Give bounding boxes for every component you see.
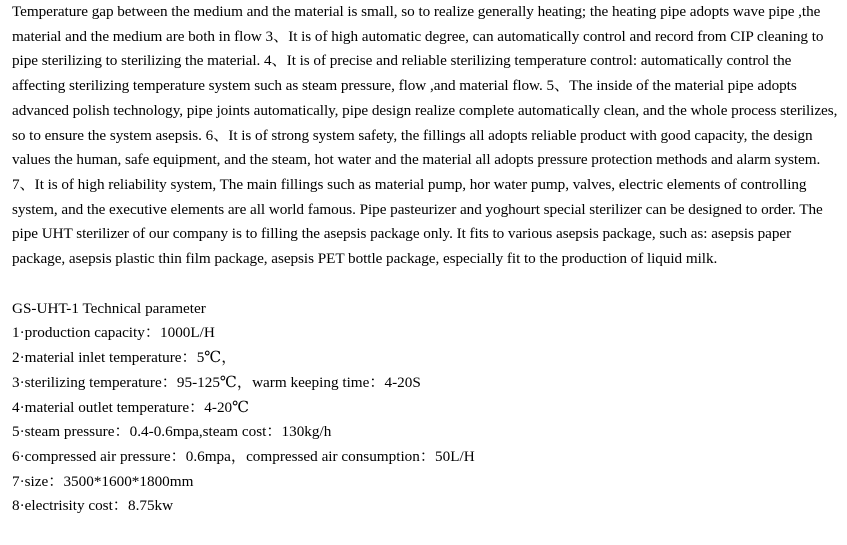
technical-parameters (12, 297, 844, 519)
param-size: 7·size：3500*1600*1800mm (12, 472, 194, 490)
param-electricity-cost: 8·electrisity cost：8.75kw (12, 497, 174, 515)
params-heading: GS-UHT-1 Technical parameter (12, 299, 206, 317)
document-page (12, 0, 844, 519)
param-compressed-air: 6·compressed air pressure：0.6mpa，compressed air consumption：50L/H (12, 447, 475, 465)
param-sterilizing-temperature: 3·sterilizing temperature：95-125℃，warm keeping time：4-20S (12, 373, 421, 391)
param-steam-pressure: 5·steam pressure：0.4-0.6mpa,steam cost：130kg/h (12, 423, 332, 441)
param-inlet-temperature: 2·material inlet temperature：5℃， (12, 349, 237, 367)
intro-paragraph: Temperature gap between the medium and the material is small, so to realize generally heating; the heating pipe adopts wave pipe ,the material and the medium are both in flow 3、It is of high automatic degree, can automatically control and record from CIP cleaning to pipe sterilizing to sterilizing the material. 4、It is of precise and reliable sterilizing temperature control: automatically control the affecting sterilizing temperature system such as steam pressure, flow ,and material flow. 5、The inside of the material pipe adopts advanced polish technology, pipe joints automatically, pipe design realize complete automatically clean, and the whole process sterilizes, so to ensure the system asepsis. 6、It is of strong system safety, the fillings all adopts reliable product with good capacity, the design values the human, safe equipment, and the steam, hot water and the material all adopts pressure protection methods and alarm system. 7、It is of high reliability system, The main fillings such as material pump, hor water pump, valves, electric elements of controlling system, and the executive elements are all world famous. Pipe pasteurizer and yoghourt special sterilizer can be designed to order. The pipe UHT sterilizer of our company is to filling the asepsis package only. It fits to various asepsis package, such as: asepsis paper package, asepsis plastic thin film package, asepsis PET bottle package, especially fit to the production of liquid milk. (12, 3, 838, 268)
param-production-capacity: 1·production capacity：1000L/H (12, 324, 215, 342)
param-outlet-temperature: 4·material outlet temperature：4-20℃ (12, 398, 250, 416)
